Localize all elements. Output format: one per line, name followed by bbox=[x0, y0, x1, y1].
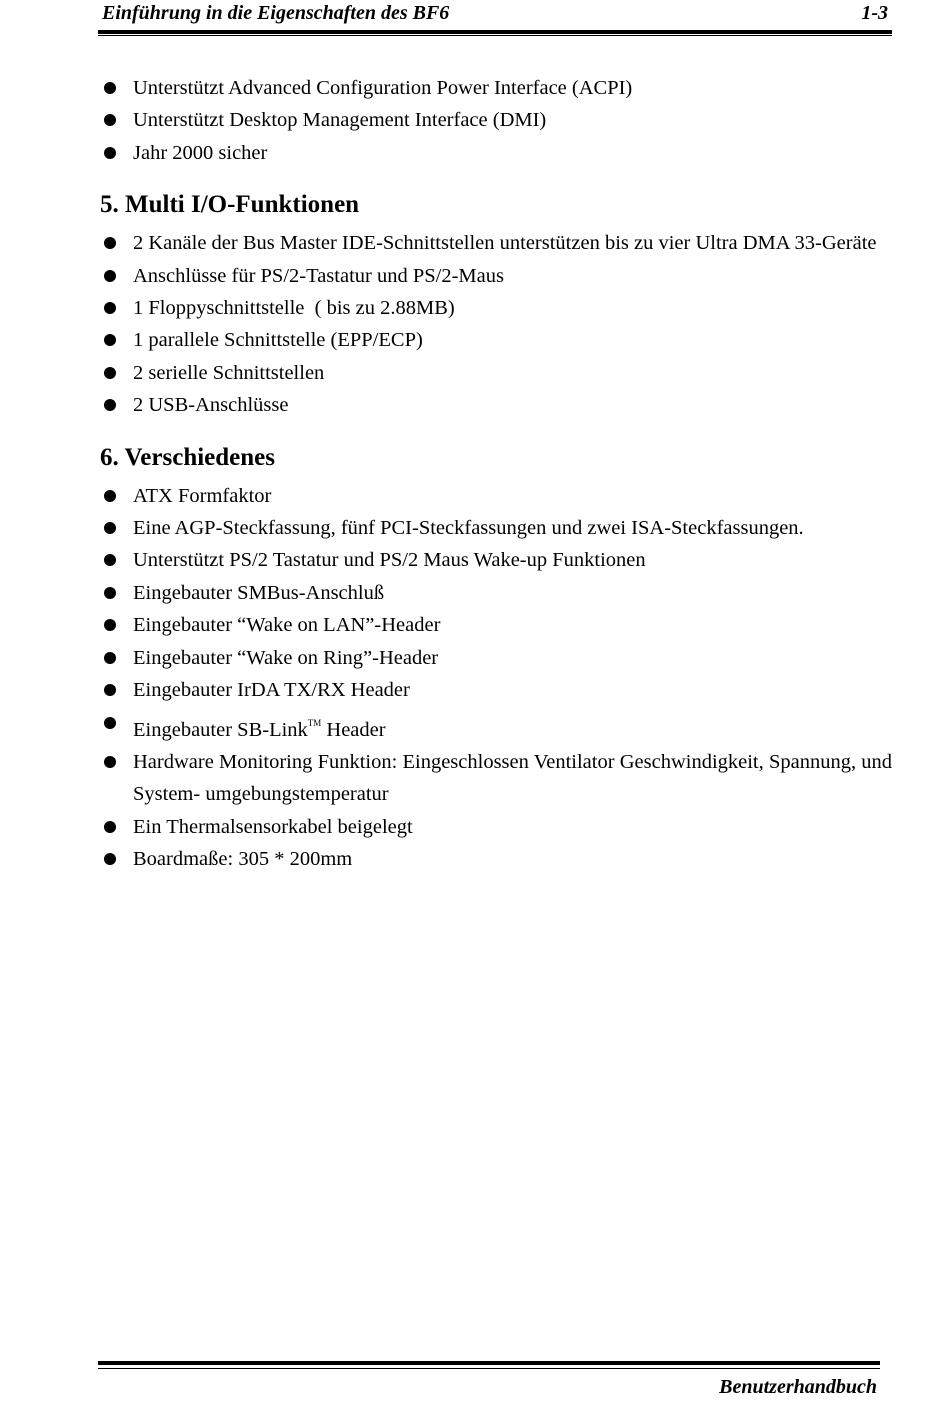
intro-list bbox=[100, 72, 892, 169]
bullet-icon bbox=[104, 619, 116, 631]
list-item-text: Hardware Monitoring Funktion: Eingeschlossen Ventilator Geschwindigkeit, Spannung, und System- umgebungstemperatur bbox=[133, 750, 892, 806]
list-item-text: Eingebauter IrDA TX/RX Header bbox=[133, 679, 410, 702]
list-item bbox=[100, 324, 892, 356]
list-item bbox=[100, 642, 892, 674]
list-item bbox=[100, 609, 892, 641]
bullet-icon bbox=[104, 237, 116, 249]
multi-io-list bbox=[100, 227, 892, 421]
list-item bbox=[100, 137, 892, 169]
bullet-icon bbox=[104, 821, 116, 833]
header-rule-thick bbox=[98, 30, 892, 34]
list-item bbox=[100, 260, 892, 292]
list-item bbox=[100, 480, 892, 512]
bullet-icon bbox=[104, 399, 116, 411]
bullet-icon bbox=[104, 522, 116, 534]
bullet-icon bbox=[104, 367, 116, 379]
bullet-icon bbox=[104, 684, 116, 696]
list-item bbox=[100, 674, 892, 706]
bullet-icon bbox=[104, 270, 116, 282]
list-item-text: Eingebauter SMBus-Anschluß bbox=[133, 581, 385, 604]
list-item bbox=[100, 292, 892, 324]
list-item bbox=[100, 811, 892, 843]
page-content bbox=[100, 72, 892, 876]
list-item-text: Boardmaße: 305 * 200mm bbox=[133, 848, 353, 871]
footer-rule-thin bbox=[98, 1368, 880, 1369]
section-heading-misc: 6. Verschiedenes bbox=[100, 443, 275, 471]
list-item-text: 2 serielle Schnittstellen bbox=[133, 361, 325, 384]
list-item bbox=[100, 544, 892, 576]
bullet-icon bbox=[104, 82, 116, 94]
sblink-label: Eingebauter SB-Link bbox=[133, 718, 308, 741]
page-header bbox=[100, 0, 890, 28]
footer-rule-thick bbox=[98, 1361, 880, 1365]
list-item bbox=[100, 72, 892, 104]
bullet-icon bbox=[104, 587, 116, 599]
list-item-text: Eingebauter “Wake on LAN”-Header bbox=[133, 614, 441, 637]
page-number: 1-3 bbox=[861, 2, 888, 24]
bullet-icon bbox=[104, 756, 116, 768]
list-item-text: Unterstützt Desktop Management Interface (DMI) bbox=[133, 109, 547, 132]
sblink-suffix: Header bbox=[321, 718, 386, 741]
list-item-text: Eine AGP-Steckfassung, fünf PCI-Steckfassungen und zwei ISA-Steckfassungen. bbox=[133, 517, 804, 540]
list-item-text: Jahr 2000 sicher bbox=[133, 141, 268, 164]
list-item bbox=[100, 389, 892, 421]
misc-list bbox=[100, 480, 892, 876]
list-item-text: 2 USB-Anschlüsse bbox=[133, 394, 289, 417]
bullet-icon bbox=[104, 147, 116, 159]
list-item bbox=[100, 707, 892, 746]
footer-text: Benutzerhandbuch bbox=[719, 1376, 877, 1398]
list-item-text: Ein Thermalsensorkabel beigelegt bbox=[133, 815, 413, 838]
list-item bbox=[100, 357, 892, 389]
list-item bbox=[100, 104, 892, 136]
header-rule-thin bbox=[98, 35, 892, 36]
bullet-icon bbox=[104, 717, 116, 729]
list-item bbox=[100, 227, 892, 259]
list-item-text: Unterstützt PS/2 Tastatur und PS/2 Maus Wake-up Funktionen bbox=[133, 549, 646, 572]
bullet-icon bbox=[104, 853, 116, 865]
list-item-text: 2 Kanäle der Bus Master IDE-Schnittstellen unterstützen bis zu vier Ultra DMA 33-Geräte bbox=[133, 232, 877, 255]
bullet-icon bbox=[104, 554, 116, 566]
list-item-text: 1 Floppyschnittstelle ( bis zu 2.88MB) bbox=[133, 297, 455, 320]
bullet-icon bbox=[104, 334, 116, 346]
list-item bbox=[100, 746, 892, 811]
list-item bbox=[100, 577, 892, 609]
header-title: Einführung in die Eigenschaften des BF6 bbox=[102, 2, 450, 24]
list-item-text: ATX Formfaktor bbox=[133, 484, 272, 507]
list-item-text: 1 parallele Schnittstelle (EPP/ECP) bbox=[133, 329, 423, 352]
list-item-text: Anschlüsse für PS/2-Tastatur und PS/2-Maus bbox=[133, 264, 504, 287]
section-heading-multi-io: 5. Multi I/O-Funktionen bbox=[100, 191, 360, 219]
list-item bbox=[100, 512, 892, 544]
bullet-icon bbox=[104, 114, 116, 126]
bullet-icon bbox=[104, 490, 116, 502]
list-item bbox=[100, 843, 892, 875]
list-item-text: Unterstützt Advanced Configuration Power Interface (ACPI) bbox=[133, 77, 633, 99]
trademark-mark: TM bbox=[307, 717, 322, 728]
bullet-icon bbox=[104, 652, 116, 664]
list-item-text: Eingebauter “Wake on Ring”-Header bbox=[133, 646, 439, 669]
bullet-icon bbox=[104, 302, 116, 314]
